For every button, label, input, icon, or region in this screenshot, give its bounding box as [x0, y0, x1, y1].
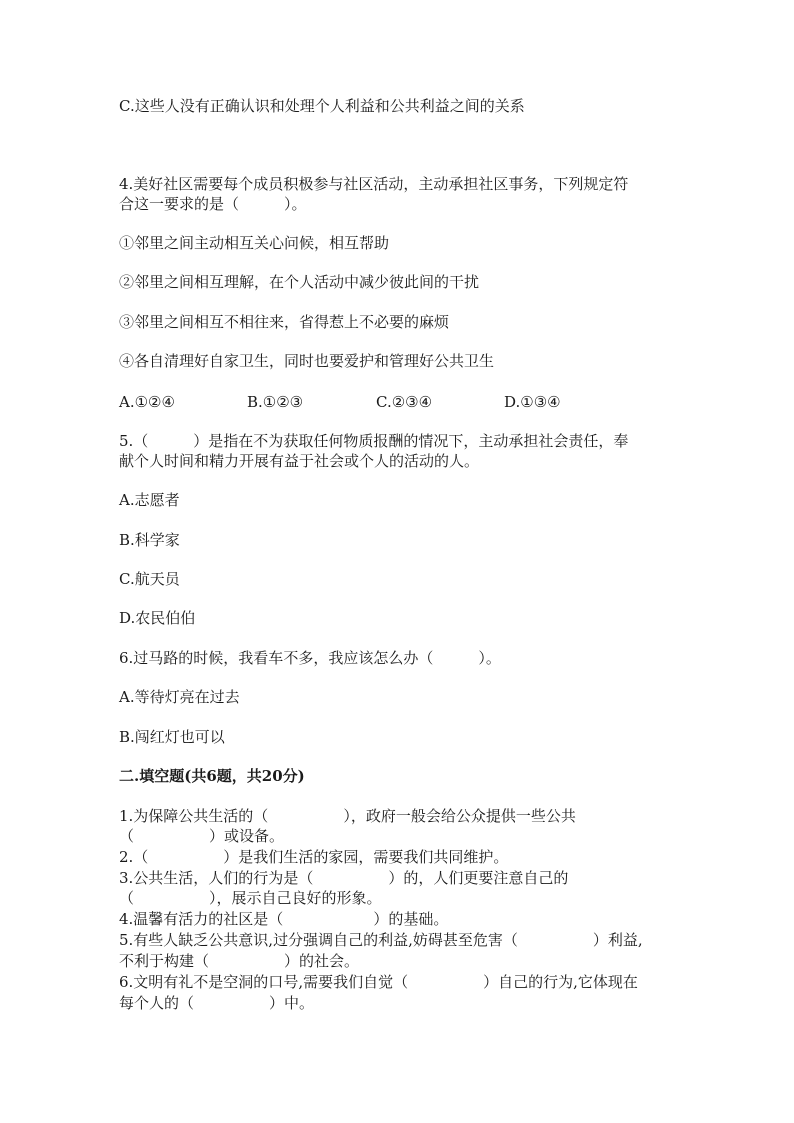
fill-line-2: （ ）或设备。: [119, 827, 285, 845]
fill-line-6: 4.温馨有活力的社区是（ ）的基础。: [119, 910, 449, 928]
question-4-option-b: B.①②③: [247, 393, 304, 411]
question-4-statement-3: ③邻里之间相互不相往来，省得惹上不必要的麻烦: [119, 313, 450, 331]
fill-line-7: 5.有些人缺乏公共意识,过分强调自己的利益,妨碍甚至危害（ ）利益,: [119, 931, 643, 949]
prev-question-option-c: C.这些人没有正确认识和处理个人利益和公共利益之间的关系: [119, 97, 525, 115]
question-4-statement-1: ①邻里之间主动相互关心问候，相互帮助: [119, 234, 390, 252]
question-4-options: [119, 392, 679, 412]
question-4-statement-4: ④各自清理好自家卫生，同时也要爱护和管理好公共卫生: [119, 352, 495, 370]
question-5-stem-line2: 献个人时间和精力开展有益于社会或个人的活动的人。: [119, 452, 480, 470]
question-6-option-a: A.等待灯亮在过去: [119, 688, 240, 706]
fill-line-9: 6.文明有礼不是空洞的口号,需要我们自觉（ ）自己的行为,它体现在: [119, 973, 638, 991]
question-5-stem-line1: 5.（ ）是指在不为获取任何物质报酬的情况下，主动承担社会责任，奉: [119, 432, 629, 450]
fill-line-4: 3.公共生活，人们的行为是（ ）的，人们更要注意自己的: [119, 869, 569, 887]
fill-line-5: （ ），展示自己良好的形象。: [119, 889, 382, 907]
question-4-stem-line2: 合这一要求的是（ ）。: [119, 195, 307, 213]
section-2-heading: 二.填空题(共6题，共20分): [119, 767, 305, 785]
question-6-option-b: B.闯红灯也可以: [119, 728, 225, 746]
question-4-option-a: A.①②④: [119, 393, 175, 411]
question-5-option-d: D.农民伯伯: [119, 609, 196, 627]
question-5-option-c: C.航天员: [119, 570, 180, 588]
question-4-option-c: C.②③④: [376, 393, 433, 411]
question-4-statement-2: ②邻里之间相互理解，在个人活动中减少彼此间的干扰: [119, 273, 480, 291]
question-4-stem-line1: 4.美好社区需要每个成员积极参与社区活动，主动承担社区事务，下列规定符: [119, 175, 629, 193]
question-5-option-b: B.科学家: [119, 531, 180, 549]
fill-line-8: 不利于构建（ ）的社会。: [119, 952, 360, 970]
question-6-stem: 6.过马路的时候，我看车不多，我应该怎么办（ ）。: [119, 649, 501, 667]
fill-line-1: 1.为保障公共生活的（ ），政府一般会给公众提供一些公共: [119, 807, 576, 825]
fill-line-10: 每个人的（ ）中。: [119, 994, 315, 1012]
question-5-option-a: A.志愿者: [119, 491, 180, 509]
fill-line-3: 2.（ ）是我们生活的家园，需要我们共同维护。: [119, 848, 509, 866]
question-4-option-d: D.①③④: [504, 393, 561, 411]
